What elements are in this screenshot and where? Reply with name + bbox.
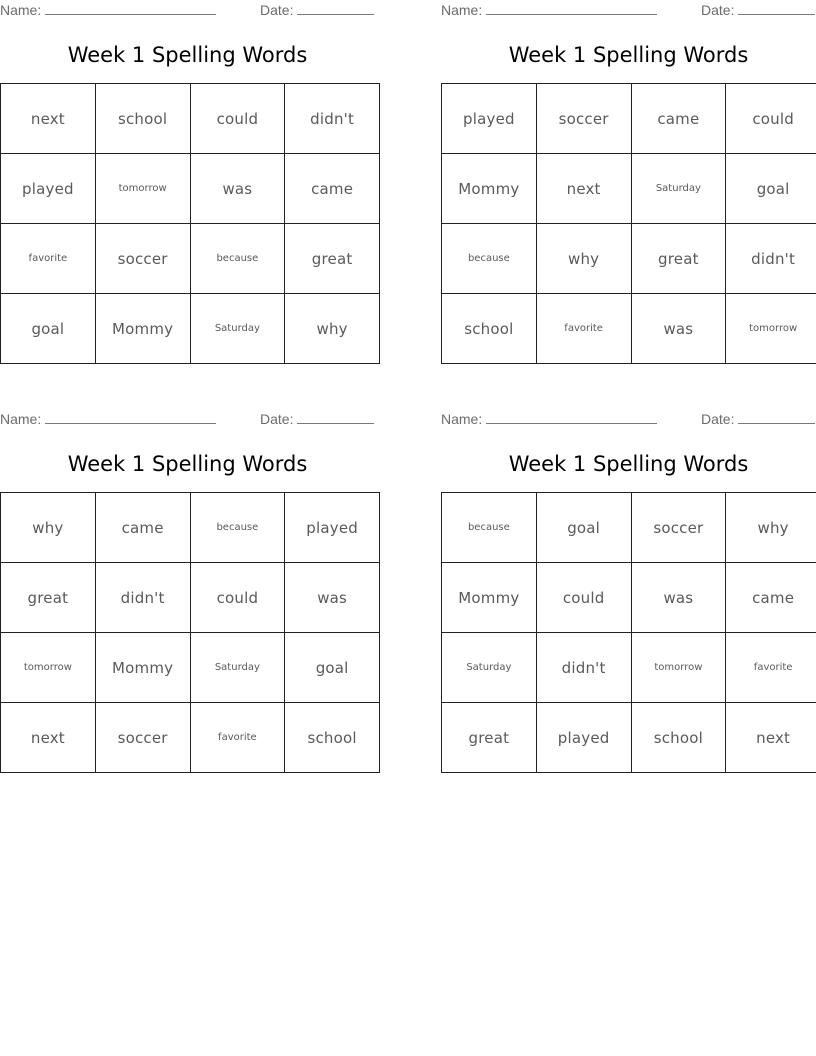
word-grid — [0, 83, 380, 364]
word-cell: Saturday — [190, 633, 285, 703]
word-cell: favorite — [190, 703, 285, 773]
grid-row — [1, 154, 380, 224]
word-cell: Mommy — [95, 294, 190, 364]
name-blank-line — [45, 411, 216, 424]
word-cell: Mommy — [442, 154, 537, 224]
word-grid — [441, 492, 816, 773]
word-cell: soccer — [631, 493, 726, 563]
word-cell: came — [285, 154, 380, 224]
word-cell: because — [442, 493, 537, 563]
word-cell: soccer — [95, 224, 190, 294]
date-label: Date: — [701, 2, 735, 18]
grid-row — [442, 493, 816, 563]
word-cell: goal — [1, 294, 96, 364]
word-cell: because — [190, 493, 285, 563]
name-blank-line — [486, 2, 657, 15]
word-cell: played — [442, 84, 537, 154]
name-date-line — [0, 0, 375, 22]
word-cell: next — [726, 703, 816, 773]
word-cell: favorite — [536, 294, 631, 364]
name-label: Name: — [441, 2, 483, 18]
word-cell: tomorrow — [726, 294, 816, 364]
word-cell: school — [631, 703, 726, 773]
word-cell: next — [1, 703, 96, 773]
word-cell: goal — [726, 154, 816, 224]
word-grid — [441, 83, 816, 364]
grid-row — [1, 493, 380, 563]
date-blank-line — [738, 2, 815, 15]
name-field — [441, 411, 657, 427]
card-title: Week 1 Spelling Words — [508, 452, 749, 476]
grid-row — [1, 563, 380, 633]
date-field — [701, 2, 815, 18]
grid-row — [1, 84, 380, 154]
word-cell: could — [190, 84, 285, 154]
word-cell: played — [285, 493, 380, 563]
word-cell: Mommy — [442, 563, 537, 633]
word-cell: could — [190, 563, 285, 633]
word-cell: great — [442, 703, 537, 773]
name-field — [0, 411, 216, 427]
date-field — [701, 411, 815, 427]
word-cell: was — [631, 294, 726, 364]
grid-row — [442, 633, 816, 703]
grid-row — [442, 563, 816, 633]
word-cell: why — [536, 224, 631, 294]
word-grid — [0, 492, 380, 773]
word-cell: goal — [285, 633, 380, 703]
word-cell: Saturday — [631, 154, 726, 224]
card-title: Week 1 Spelling Words — [67, 43, 308, 67]
word-cell: favorite — [726, 633, 816, 703]
word-cell: came — [726, 563, 816, 633]
grid-row — [442, 224, 816, 294]
word-cell: could — [536, 563, 631, 633]
word-cell: goal — [536, 493, 631, 563]
word-cell: next — [536, 154, 631, 224]
word-cell: next — [1, 84, 96, 154]
word-cell: could — [726, 84, 816, 154]
word-cell: favorite — [1, 224, 96, 294]
word-cell: because — [442, 224, 537, 294]
word-cell: tomorrow — [631, 633, 726, 703]
word-cell: was — [190, 154, 285, 224]
word-cell: was — [285, 563, 380, 633]
word-cell: because — [190, 224, 285, 294]
date-blank-line — [297, 411, 374, 424]
grid-row — [442, 703, 816, 773]
word-cell: soccer — [536, 84, 631, 154]
grid-row — [1, 224, 380, 294]
card-title: Week 1 Spelling Words — [67, 452, 308, 476]
word-cell: tomorrow — [95, 154, 190, 224]
word-cell: soccer — [95, 703, 190, 773]
name-date-line — [441, 0, 816, 22]
bingo-card — [441, 409, 816, 747]
word-cell: Saturday — [442, 633, 537, 703]
word-cell: Mommy — [95, 633, 190, 703]
grid-row — [1, 703, 380, 773]
card-title: Week 1 Spelling Words — [508, 43, 749, 67]
date-blank-line — [738, 411, 815, 424]
word-cell: didn't — [285, 84, 380, 154]
word-cell: didn't — [536, 633, 631, 703]
word-cell: tomorrow — [1, 633, 96, 703]
date-label: Date: — [701, 411, 735, 427]
grid-row — [1, 633, 380, 703]
bingo-card — [0, 0, 375, 338]
word-cell: didn't — [726, 224, 816, 294]
word-cell: school — [285, 703, 380, 773]
word-cell: great — [1, 563, 96, 633]
word-cell: played — [536, 703, 631, 773]
name-label: Name: — [441, 411, 483, 427]
grid-row — [442, 154, 816, 224]
word-cell: great — [631, 224, 726, 294]
bingo-card — [0, 409, 375, 747]
date-label: Date: — [260, 2, 294, 18]
date-label: Date: — [260, 411, 294, 427]
name-field — [0, 2, 216, 18]
name-label: Name: — [0, 2, 42, 18]
word-cell: school — [95, 84, 190, 154]
word-cell: school — [442, 294, 537, 364]
bingo-card — [441, 0, 816, 338]
grid-row — [1, 294, 380, 364]
word-cell: why — [285, 294, 380, 364]
name-field — [441, 2, 657, 18]
word-cell: Saturday — [190, 294, 285, 364]
date-field — [260, 2, 374, 18]
word-cell: came — [631, 84, 726, 154]
grid-row — [442, 84, 816, 154]
name-label: Name: — [0, 411, 42, 427]
word-cell: played — [1, 154, 96, 224]
word-cell: great — [285, 224, 380, 294]
name-date-line — [0, 409, 375, 431]
word-cell: why — [1, 493, 96, 563]
word-cell: why — [726, 493, 816, 563]
name-blank-line — [486, 411, 657, 424]
name-date-line — [441, 409, 816, 431]
grid-row — [442, 294, 816, 364]
word-cell: was — [631, 563, 726, 633]
date-field — [260, 411, 374, 427]
date-blank-line — [297, 2, 374, 15]
word-cell: came — [95, 493, 190, 563]
name-blank-line — [45, 2, 216, 15]
word-cell: didn't — [95, 563, 190, 633]
